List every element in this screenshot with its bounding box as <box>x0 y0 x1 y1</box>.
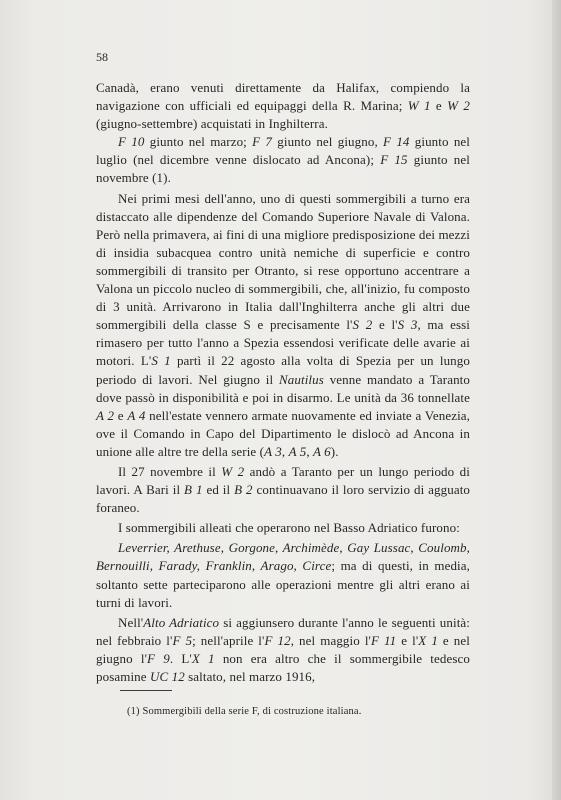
paragraph: Nei primi mesi dell'anno, uno di questi sommergibili a turno era distaccato alle dipendenze del Comando Superiore Navale di Valona. Però nella primavera, ai fini di una migliore predisposizione dei mezzi di insidia subacquea contro unità nemiche di superficie e contro sommergibili di transito per Otranto, si rese opportuno accentrare a Valona un piccolo nucleo di sommergibili, che, all'inizio, fu composto di 3 unità. Arrivarono in Italia dall'Inghilterra anche gli altri due sommergibili della classe S e precisamente l'S 2 e l'S 3, ma essi rimasero per tutto l'anno a Spezia essendosi verificate delle avarie ai motori. L'S 1 partì il 22 agosto alla volta di Spezia per un lungo periodo di lavori. Nel giugno il Nautilus venne mandato a Taranto dove passò in disponibilità e poi in disarmo. Le unità da 36 tonnellate A 2 e A 4 nell'estate vennero armate nuovamente ed inviate a Venezia, ove il Comando in Capo del Dipartimento le dislocò ad Ancona in unione alle altre tre della serie (A 3, A 5, A 6). <box>96 190 470 459</box>
footnote-rule <box>120 690 172 691</box>
paragraph: Canadà, erano venuti direttamente da Halifax, compiendo la navigazione con ufficiali ed equipaggi della R. Marina; W 1 e W 2 (giugno-settembre) acquistati in Inghilterra. <box>96 80 470 132</box>
paragraph: I sommergibili alleati che operarono nel Basso Adriatico furono: <box>118 520 460 536</box>
body-text <box>96 79 470 686</box>
paragraph: Leverrier, Arethuse, Gorgone, Archimède, Gay Lussac, Coulomb, Bernouilli, Farady, Franklin, Arago, Circe; ma di questi, in media, soltanto sette parteciparono alle operazioni mentre gli altri erano ai turni di lavori. <box>96 540 470 610</box>
page-edge <box>552 0 561 800</box>
paragraph: Nell'Alto Adriatico si aggiunsero durante l'anno le seguenti unità: nel febbraio l'F 5; nell'aprile l'F 12, nel maggio l'F 11 e l'X 1 e nel giugno l'F 9. L'X 1 non era altro che il sommergibile tedesco posamine UC 12 saltato, nel marzo 1916, <box>96 614 471 684</box>
paragraph: Il 27 novembre il W 2 andò a Taranto per un lungo periodo di lavori. A Bari il B 1 ed il B 2 continuavano il loro servizio di agguato foraneo. <box>96 463 471 516</box>
paragraph: F 10 giunto nel marzo; F 7 giunto nel giugno, F 14 giunto nel luglio (nel dicembre venne dislocato ad Ancona); F 15 giunto nel novembre (1). <box>96 134 471 186</box>
page-number: 58 <box>96 50 108 64</box>
footnote: (1) Sommergibili della serie F, di costruzione italiana. <box>127 706 362 717</box>
